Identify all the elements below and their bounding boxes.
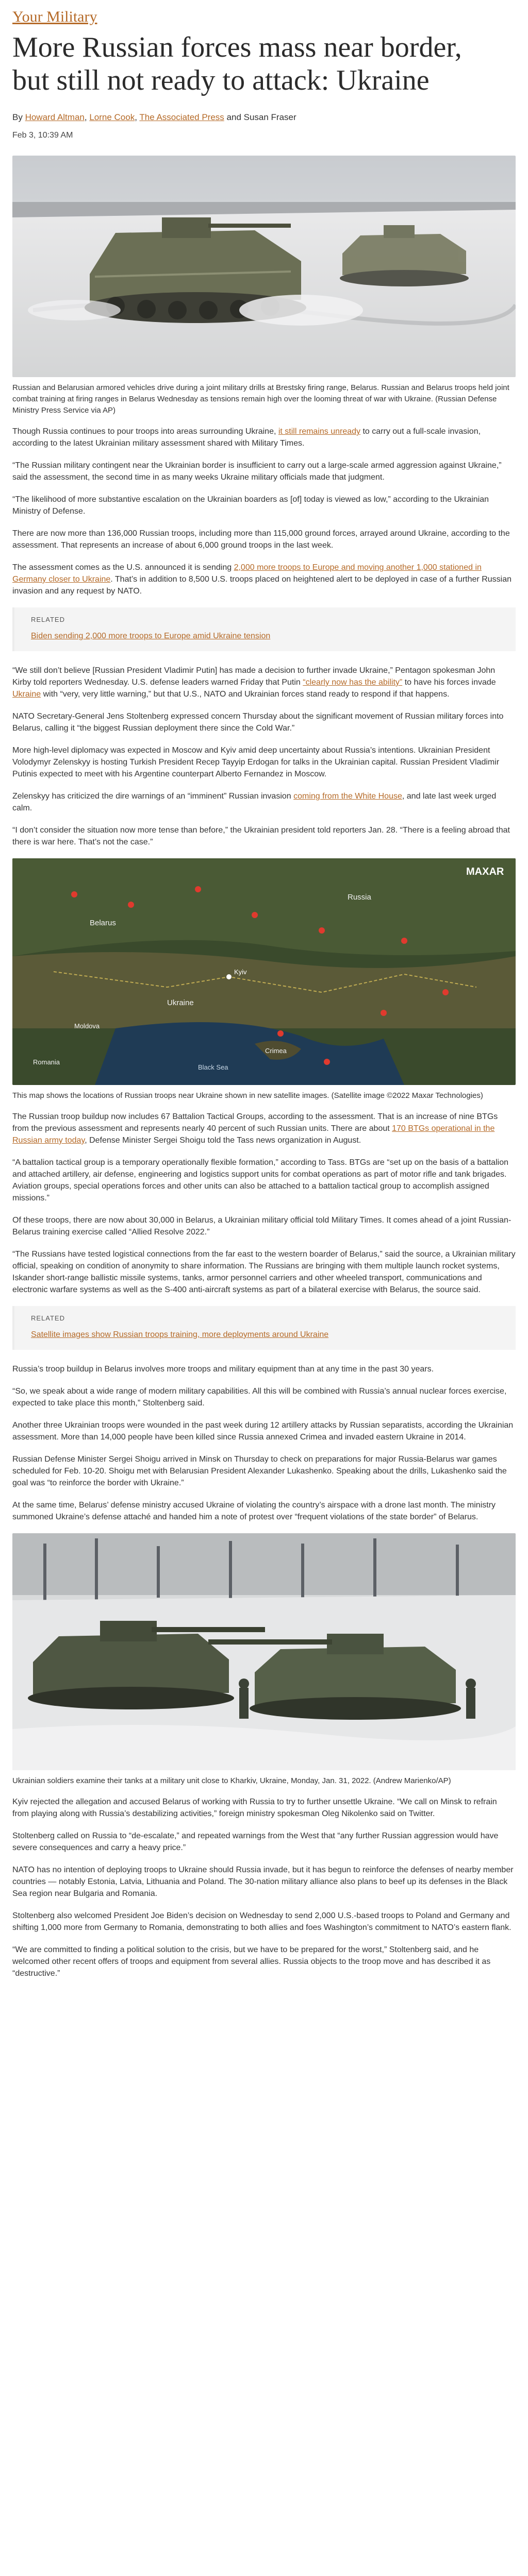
related-link[interactable]: Biden sending 2,000 more troops to Europe amid Ukraine tension (31, 632, 271, 640)
inline-link[interactable]: “clearly now has the ability” (303, 678, 403, 687)
paragraph: Zelenskyy has criticized the dire warnings of an “imminent” Russian invasion coming from the White House, and late last week urged calm. (12, 792, 497, 812)
related-label: RELATED (31, 616, 65, 623)
paragraph: “The likelihood of more substantive escalation on the Ukrainian boarders as [of] today is viewed as low,” according to the Ukrainian Ministry of Defense. (12, 495, 489, 516)
paragraph: “A battalion tactical group is a temporary operationally flexible formation,” according to Tass. BTGs are “set up on the basis of a battalion and attached artillery, air defense, engineering and logistics support units for combat operations as part of motor rifle and tank brigades. Aviation groups, special operations forces and other units can also be attached to a battalion tactical group to accomplish assigned missions.” (12, 1158, 508, 1202)
photo-caption: Russian and Belarusian armored vehicles drive during a joint military drills at Brestsky firing range, Belarus. Russian and Belarus troops held joint combat training at firing ranges in Belarus Wednesday as tensions remain high over the looming threat of war with Ukraine. (Russian Defense Ministry Press Service via AP) (12, 383, 509, 415)
paragraph: NATO has no intention of deploying troops to Ukraine should Russia invade, but it has begun to reinforce the defenses of nearby member countries — notably Estonia, Latvia, Lithuania and Poland. The 30-nation military alliance also plans to beef up its defenses in the Black Sea region near Bulgaria and Romania. (12, 1866, 514, 1898)
map-label: Belarus (90, 919, 116, 927)
inline-link[interactable]: 2,000 more troops to Europe and moving another 1,000 stationed in Germany closer to Ukraine (12, 563, 482, 584)
inline-link[interactable]: coming from the White House (293, 792, 402, 801)
maxar-badge: MAXAR (466, 866, 504, 877)
paragraph: More high-level diplomacy was expected in Moscow and Kyiv amid deep uncertainty about Russia’s intentions. Ukrainian President Volodymyr Zelenskyy is hosting Turkish President Recep Tayyip Erdogan for talks in the Ukrainian capital. Russian President Vladimir Putinis expected to meet with his Argentine counterpart Alberto Fernandez in Moscow. (12, 746, 500, 778)
paragraph: Though Russia continues to pour troops into areas surrounding Ukraine, it still remains unready to carry out a full-scale invasion, according to the latest Ukrainian military assessment shared with Military Times. (12, 427, 481, 448)
byline-conj: and Susan Fraser (226, 112, 296, 122)
byline-sep: , (84, 112, 87, 122)
paragraph: Of these troops, there are now about 30,000 in Belarus, a Ukrainian military official told Military Times. It comes ahead of a joint Russian-Belarus training exercise called “Allied Resolve 2022.” (12, 1216, 512, 1236)
paragraph: “The Russians have tested logistical connections from the far east to the western boarder of Belarus,” said the source, a Ukrainian military official, speaking on condition of anonymity to share information. The Russians are bringing with them multiple launch rocket systems, Iskander short-range ballistic missile systems, tanks, armor personnel carriers and other wheeled transport, communications and electronic warfare systems as well as the S-400 anti-aircraft systems as part of a bilateral exercise with Belarus, the source said. (12, 1250, 516, 1294)
photo-caption: Ukrainian soldiers examine their tanks at a military unit close to Kharkiv, Ukraine, Monday, Jan. 31, 2022. (Andrew Marienko/AP) (12, 1776, 451, 1785)
paragraph: At the same time, Belarus’ defense ministry accused Ukraine of violating the country’s airspace with a drone last month. The ministry summoned Ukraine’s defense attaché and handed him a note of protest over “frequent violations of the state border” of Belarus. (12, 1501, 496, 1521)
map-label: Romania (33, 1058, 60, 1066)
paragraph: Stoltenberg called on Russia to “de-escalate,” and repeated warnings from the West that “any further Russian aggression would have severe consequences and carry a heavy price.” (12, 1832, 499, 1852)
related-label: RELATED (31, 1314, 65, 1322)
armored-vehicles-photo (12, 156, 516, 377)
inline-link[interactable]: Ukraine (12, 690, 41, 699)
inline-link[interactable]: 170 BTGs operational in the Russian army today (12, 1124, 495, 1145)
map-label: Black Sea (198, 1063, 228, 1071)
paragraph: NATO Secretary-General Jens Stoltenberg expressed concern Thursday about the significant movement of Russian military forces into Belarus, calling it “the biggest Russian deployment there since the Cold War.” (12, 712, 504, 733)
publish-date: Feb 3, 10:39 AM (12, 131, 73, 140)
author-link-2[interactable]: Lorne Cook (89, 112, 135, 122)
inline-link[interactable]: it still remains unready (278, 427, 361, 436)
paragraph: Russia’s troop buildup in Belarus involves more troops and military equipment than at any time in the past 30 years. (12, 1365, 434, 1374)
byline (12, 112, 516, 123)
paragraph: The assessment comes as the U.S. announced it is sending 2,000 more troops to Europe and moving another 1,000 stationed in Germany closer to Ukraine. That’s in addition to 8,500 U.S. troops placed on heightened alert to be deployed in case of a further Russian invasion and any request by NATO. (12, 563, 512, 596)
paragraph: Kyiv rejected the allegation and accused Belarus of working with Russia to try to further unsettle Ukraine. “We call on Minsk to refrain from playing along with Russia’s destabilizing activities,” foreign ministry spokesman Oleg Nikolenko said on Twitter. (12, 1798, 497, 1818)
paragraph: Russian Defense Minister Sergei Shoigu arrived in Minsk on Thursday to check on preparations for major Russia-Belarus war games scheduled for Feb. 10-20. Shoigu met with Belarusian President Alexander Lukashenko. Speaking about the drills, Lukashenko said the goal was “to reinforce the border with Ukraine.” (12, 1455, 507, 1487)
paragraph: There are now more than 136,000 Russian troops, including more than 115,000 ground forces, arrayed around Ukraine, according to the assessment. That represents an increase of about 6,000 ground troops in the last week. (12, 529, 510, 550)
related-link[interactable]: Satellite images show Russian troops training, more deployments around Ukraine (31, 1330, 329, 1339)
category-link[interactable]: Your Military (12, 8, 97, 25)
byline-sep: , (135, 112, 137, 122)
map-label: Kyiv (234, 968, 247, 976)
author-link-3[interactable]: The Associated Press (139, 112, 224, 122)
map-label: Ukraine (167, 998, 194, 1007)
paragraph: “So, we speak about a wide range of modern military capabilities. All this will be combined with Russia’s annual nuclear forces exercise, expected to take place this month,” Stoltenberg said. (12, 1387, 507, 1408)
byline-prefix: By (12, 112, 23, 122)
paragraph: Stoltenberg also welcomed President Joe Biden’s decision on Wednesday to send 2,000 U.S.-based troops to Poland and Germany and shifting 1,000 more from Germany to Romania, demonstrating to both allies and foes Washington’s commitment to NATO’s eastern flank. (12, 1911, 512, 1932)
photo-caption: This map shows the locations of Russian troops near Ukraine shown in new satellite images. (Satellite image ©2022 Maxar Technologies) (12, 1091, 483, 1100)
paragraph: “The Russian military contingent near the Ukrainian border is insufficient to carry out a large-scale armed aggression against Ukraine,” said the assessment, the second time in as many weeks Ukraine military officials made that judgment. (12, 461, 502, 482)
related-box (12, 607, 516, 651)
paragraph: The Russian troop buildup now includes 67 Battalion Tactical Groups, according to the assessment. That is an increase of nine BTGs from the previous assessment and represents nearly 40 percent of such Russian units. There are about 170 BTGs operational in the Russian army today, Defense Minister Sergei Shoigu told the Tass news organization in August. (12, 1112, 498, 1145)
map-label: Crimea (265, 1047, 287, 1055)
map-label: Russia (348, 893, 371, 902)
headline: More Russian forces mass near border, but still not ready to attack: Ukraine (12, 31, 462, 96)
paragraph: Another three Ukrainian troops were wounded in the past week during 12 artillery attacks by Russian separatists, according the Ukrainian assessment. More than 14,000 people have been killed since Russia annexed Crimea and invaded eastern Ukraine in 2014. (12, 1421, 514, 1442)
paragraph: “We are committed to finding a political solution to the crisis, but we have to be prepared for the worst,” Stoltenberg said, and he welcomed other recent offers of troops and equipment from several allies. Russia objects to the troop move and has described it as “destructive.” (12, 1945, 491, 1978)
related-box (12, 1306, 516, 1350)
paragraph: “I don’t consider the situation now more tense than before,” the Ukrainian president told reporters Jan. 28. “There is a feeling abroad that there is war here. That’s not the case.” (12, 826, 510, 846)
soldiers-tanks-photo (12, 1533, 516, 1770)
satellite-map-image (12, 858, 516, 1085)
map-label: Moldova (74, 1022, 100, 1030)
paragraph: “We still don’t believe [Russian President Vladimir Putin] has made a decision to further invade Ukraine,” Pentagon spokesman John Kirby told reporters Wednesday. U.S. defense leaders warned Friday that Putin “clearly now has the ability” to have his forces invade Ukraine with “very, very little warning,” but that U.S., NATO and Ukrainian forces stand ready to respond if that happens. (12, 666, 496, 699)
author-link-1[interactable]: Howard Altman (25, 112, 85, 122)
